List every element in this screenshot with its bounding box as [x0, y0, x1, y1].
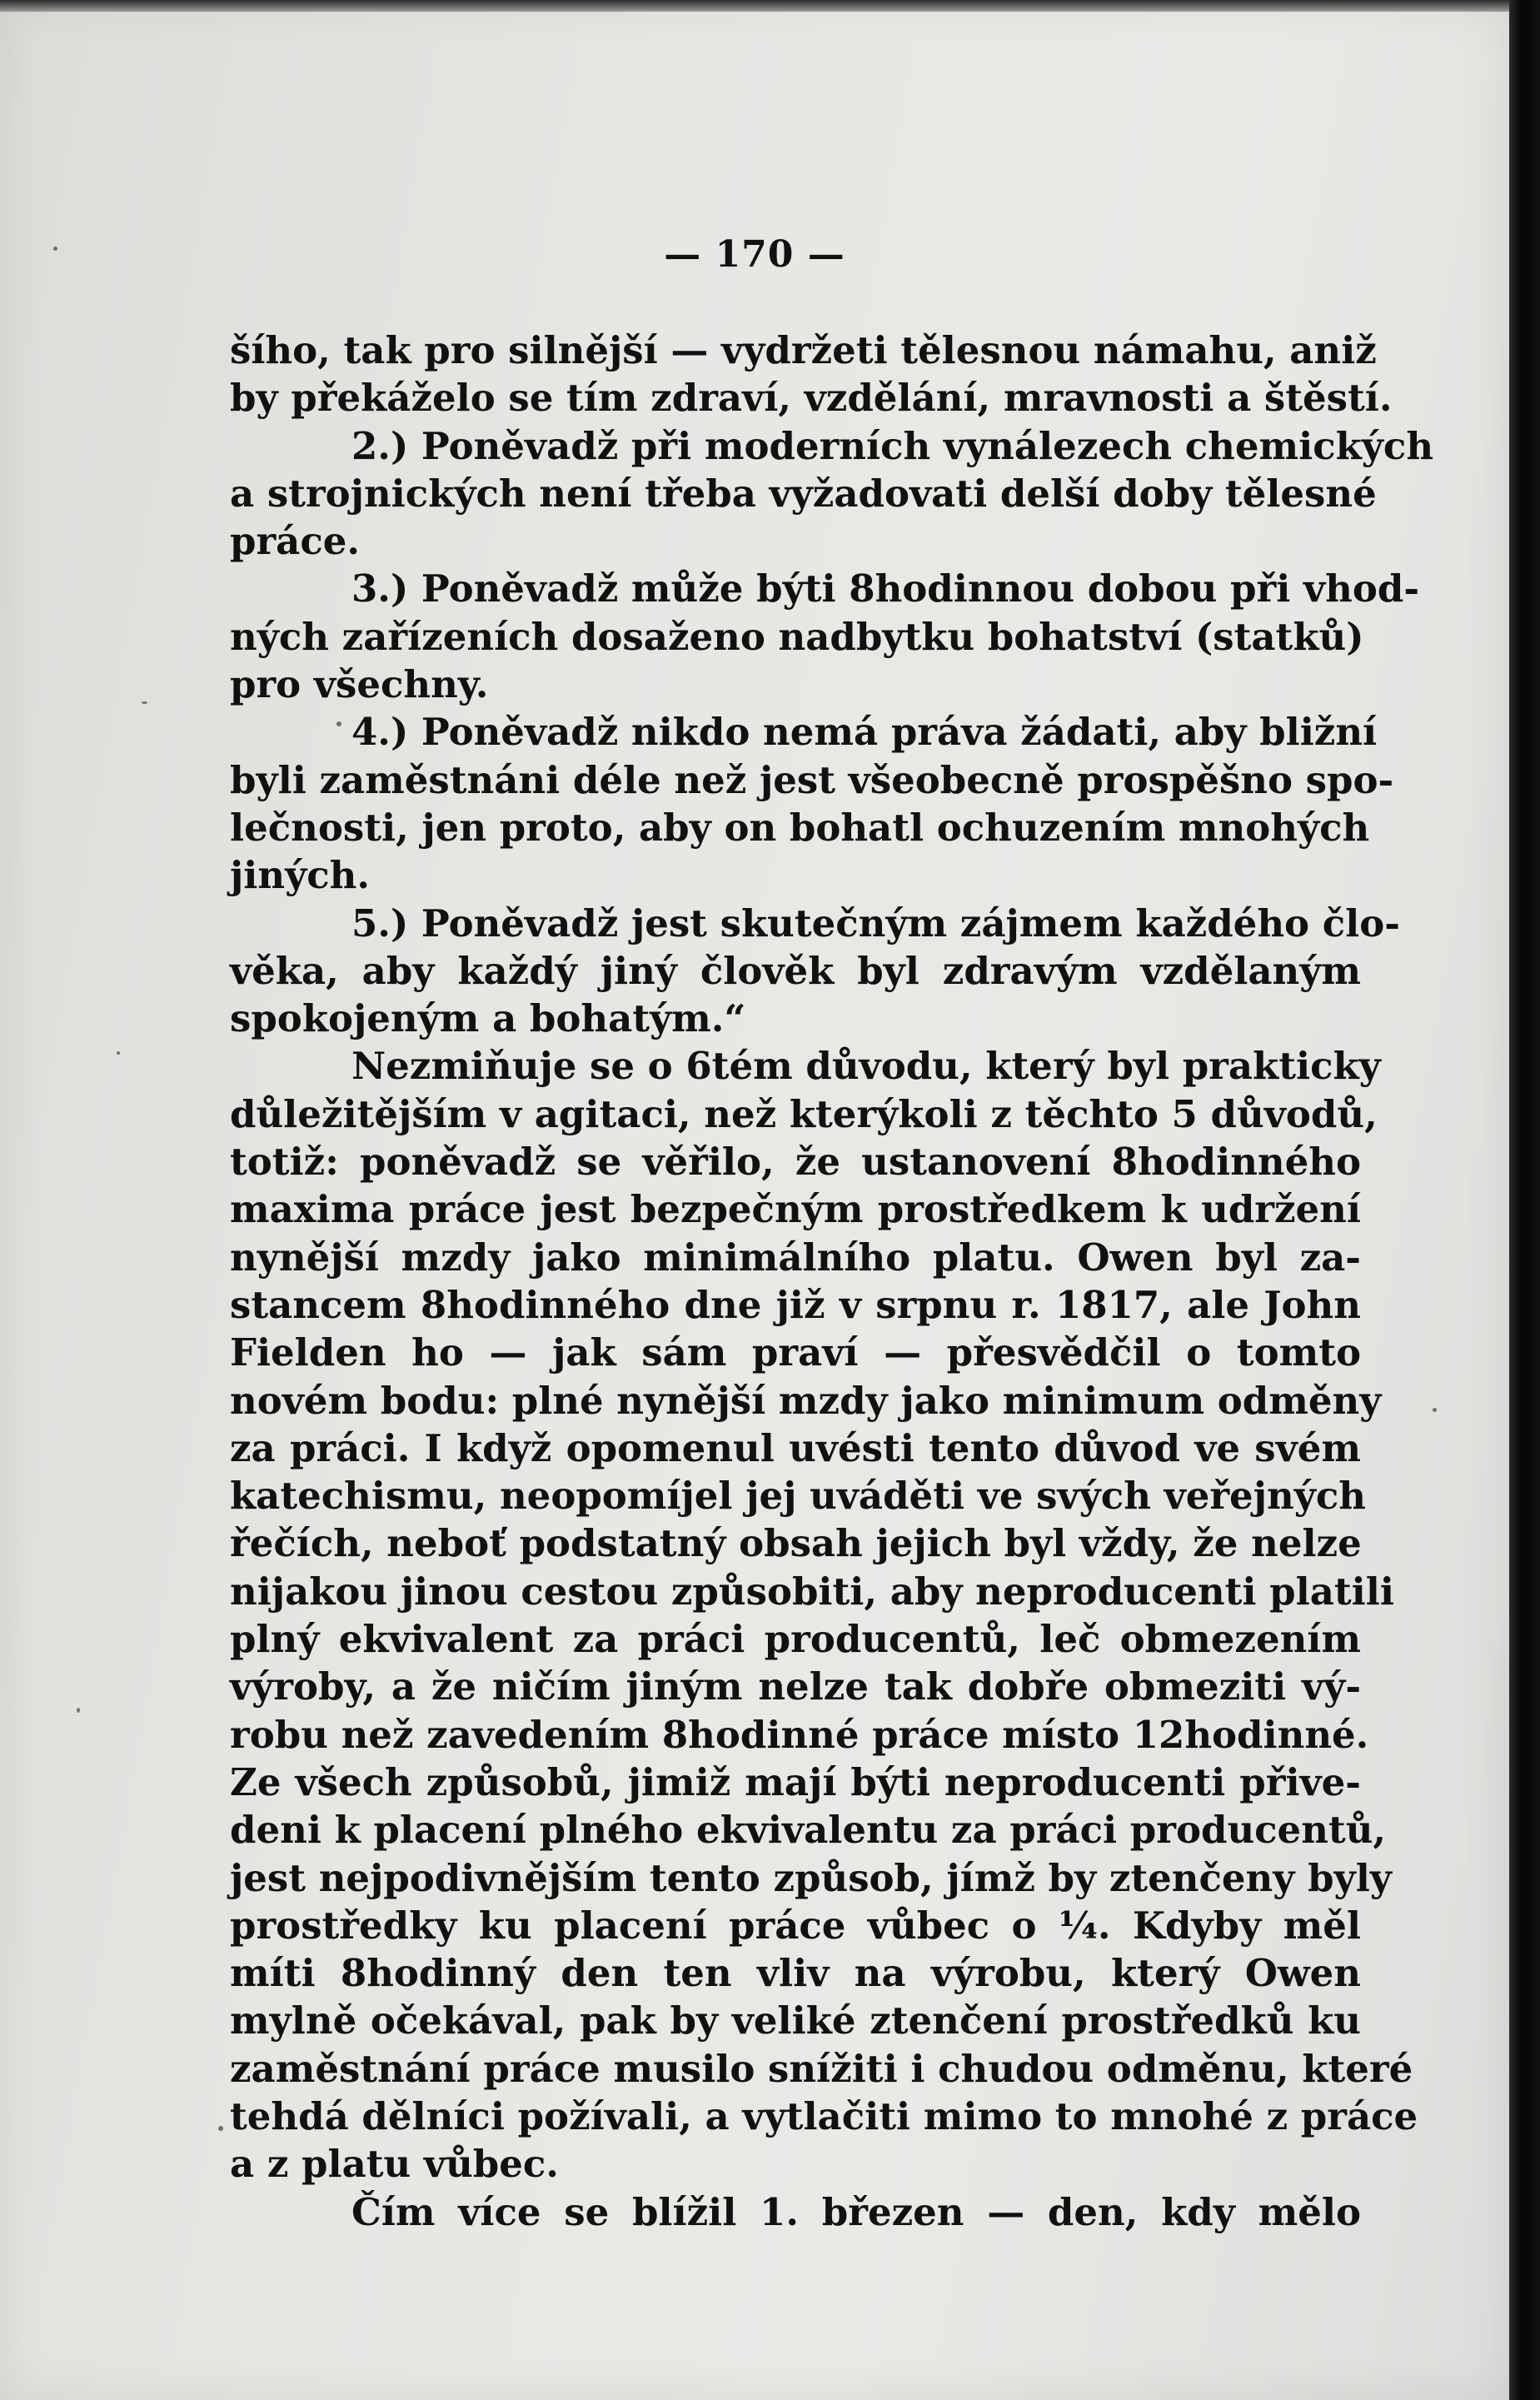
text-line: výroby, a že ničím jiným nelze tak dobře obmeziti vý-: [230, 1664, 1361, 1709]
paper-speck: [117, 1051, 120, 1055]
text-line: maxima práce jest bezpečným prostředkem k udržení: [230, 1187, 1361, 1232]
text-line: novém bodu: plné nynější mzdy jako minimum odměny: [230, 1378, 1382, 1423]
page-number: — 170 —: [664, 233, 845, 276]
text-line: věka, aby každý jiný člověk byl zdravým vzdělaným: [230, 948, 1361, 993]
text-line: Nezmiňuje se o 6tém důvodu, který byl prakticky: [351, 1044, 1381, 1089]
text-line: deni k placení plného ekvivalentu za práci producentů,: [230, 1808, 1387, 1853]
body-text: [230, 327, 1434, 2236]
scan-right-edge: [1509, 0, 1540, 2400]
text-line: zaměstnání práce musilo snížiti i chudou odměnu, které: [230, 2046, 1413, 2091]
text-line: Fielden ho — jak sám praví — přesvědčil o tomto: [230, 1330, 1361, 1375]
text-line: nynější mzdy jako minimálního platu. Owen byl za-: [230, 1235, 1361, 1280]
text-line: 3.) Poněvadž může býti 8hodinnou dobou při vhod-: [351, 566, 1419, 611]
text-line: prostředky ku placení práce vůbec o ¼. Kdyby měl: [230, 1903, 1361, 1948]
text-line: lečnosti, jen proto, aby on bohatl ochuzením mnohých: [230, 805, 1370, 850]
paper-speck: [142, 701, 147, 704]
text-line: 5.) Poněvadž jest skutečným zájmem každého člo-: [351, 901, 1400, 946]
text-line: 4.) Poněvadž nikdo nemá práva žádati, aby bližní: [351, 710, 1378, 755]
text-line: tehdá dělníci požívali, a vytlačiti mimo to mnohé z práce: [230, 2093, 1418, 2138]
text-line: totiž: poněvadž se věřilo, že ustanovení 8hodinného: [230, 1140, 1361, 1185]
paper-speck: [1433, 1408, 1437, 1412]
text-line: míti 8hodinný den ten vliv na výrobu, který Owen: [230, 1951, 1361, 1996]
text-line: by překáželo se tím zdraví, vzdělání, mravnosti a štěstí.: [230, 376, 1393, 421]
text-line: řečích, neboť podstatný obsah jejich byl vždy, že nelze: [230, 1521, 1362, 1566]
text-line: byli zaměstnáni déle než jest všeobecně prospěšno spo-: [230, 757, 1394, 802]
text-line: důležitějším v agitaci, než kterýkoli z těchto 5 důvodů,: [230, 1091, 1378, 1136]
text-line: katechismu, neopomíjel jej uváděti ve svých veřejných: [230, 1474, 1366, 1519]
text-line: Ze všech způsobů, jimiž mají býti neproducenti přive-: [230, 1759, 1361, 1804]
text-line: pro všechny.: [230, 662, 489, 707]
text-line: spokojeným a bohatým.“: [230, 996, 746, 1041]
text-line: robu než zavedením 8hodinné práce místo 12hodinné.: [230, 1712, 1369, 1757]
text-line: stancem 8hodinného dne již v srpnu r. 1817, ale John: [230, 1282, 1361, 1327]
paper-speck: [77, 1708, 80, 1713]
text-line: mylně očekával, pak by veliké ztenčení prostředků ku: [230, 1998, 1361, 2043]
text-line: ných zařízeních dosaženo nadbytku bohatství (statků): [230, 614, 1364, 659]
paper-speck: [218, 2126, 223, 2131]
text-line: plný ekvivalent za práci producentů, leč obmezením: [230, 1617, 1361, 1662]
text-line: a strojnických není třeba vyžadovati delší doby tělesné: [230, 471, 1377, 516]
text-line: a z platu vůbec.: [230, 2142, 559, 2187]
text-line: Čím více se blížil 1. březen — den, kdy mělo: [351, 2189, 1361, 2234]
text-line: jest nejpodivnějším tento způsob, jímž by ztenčeny byly: [230, 1855, 1392, 1900]
text-line: nijakou jinou cestou způsobiti, aby neproducenti platili: [230, 1569, 1394, 1614]
text-line: za práci. I když opomenul uvésti tento důvod ve svém: [230, 1425, 1361, 1470]
text-line: 2.) Poněvadž při moderních vynálezech chemických: [351, 423, 1434, 468]
text-line: jiných.: [230, 853, 371, 898]
text-line: šího, tak pro silnější — vydržeti tělesnou námahu, aniž: [230, 328, 1377, 372]
text-line: práce.: [230, 519, 361, 564]
scan-top-edge: [0, 0, 1509, 12]
